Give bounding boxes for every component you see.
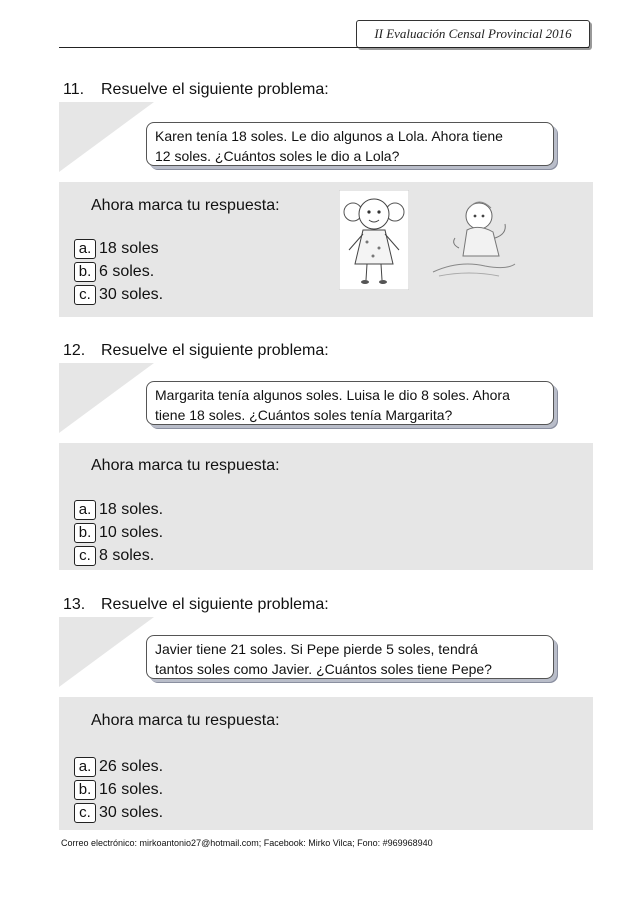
option-text: 6 soles. bbox=[99, 263, 155, 280]
question-heading-text: Resuelve el siguiente problema: bbox=[101, 81, 329, 98]
option-b[interactable] bbox=[74, 262, 154, 282]
question-heading bbox=[59, 77, 593, 102]
option-c[interactable] bbox=[74, 285, 163, 305]
statement-line-2: tantos soles como Javier. ¿Cuántos soles tiene Pepe? bbox=[155, 661, 492, 677]
question-number: 13. bbox=[63, 596, 86, 613]
option-text: 30 soles. bbox=[99, 804, 164, 821]
option-label: b. bbox=[74, 262, 96, 282]
option-text: 30 soles. bbox=[99, 286, 164, 303]
option-c[interactable] bbox=[74, 546, 154, 566]
option-label: a. bbox=[74, 757, 96, 777]
girl-doll-illustration bbox=[339, 190, 409, 290]
answer-prompt: Ahora marca tu respuesta: bbox=[91, 197, 280, 214]
problem-statement bbox=[146, 122, 554, 166]
answer-prompt: Ahora marca tu respuesta: bbox=[91, 712, 280, 729]
problem-11 bbox=[59, 77, 593, 317]
answer-prompt: Ahora marca tu respuesta: bbox=[91, 457, 280, 474]
question-heading-text: Resuelve el siguiente problema: bbox=[101, 342, 329, 359]
statement-line-1: Margarita tenía algunos soles. Luisa le dio 8 soles. Ahora bbox=[155, 387, 510, 403]
option-text: 8 soles. bbox=[99, 547, 155, 564]
question-heading-text: Resuelve el siguiente problema: bbox=[101, 596, 329, 613]
question-heading bbox=[59, 338, 593, 363]
statement-line-1: Javier tiene 21 soles. Si Pepe pierde 5 soles, tendrá bbox=[155, 641, 478, 657]
option-a[interactable] bbox=[74, 239, 159, 259]
problem-13 bbox=[59, 592, 593, 830]
statement-line-2: 12 soles. ¿Cuántos soles le dio a Lola? bbox=[155, 148, 400, 164]
option-text: 18 soles. bbox=[99, 501, 164, 518]
problem-12 bbox=[59, 338, 593, 570]
question-body bbox=[59, 102, 593, 317]
option-b[interactable] bbox=[74, 780, 163, 800]
option-label: c. bbox=[74, 803, 96, 823]
problem-statement bbox=[146, 635, 554, 679]
question-heading bbox=[59, 592, 593, 617]
question-body bbox=[59, 617, 593, 830]
option-text: 10 soles. bbox=[99, 524, 164, 541]
statement-line-2: tiene 18 soles. ¿Cuántos soles tenía Margarita? bbox=[155, 407, 453, 423]
option-label: b. bbox=[74, 780, 96, 800]
option-c[interactable] bbox=[74, 803, 163, 823]
option-label: c. bbox=[74, 546, 96, 566]
option-label: a. bbox=[74, 500, 96, 520]
option-text: 26 soles. bbox=[99, 758, 164, 775]
option-text: 18 soles bbox=[99, 240, 159, 257]
option-a[interactable] bbox=[74, 500, 163, 520]
option-a[interactable] bbox=[74, 757, 163, 777]
option-label: c. bbox=[74, 285, 96, 305]
problem-statement bbox=[146, 381, 554, 425]
option-b[interactable] bbox=[74, 523, 163, 543]
question-body bbox=[59, 363, 593, 570]
question-number: 12. bbox=[63, 342, 86, 359]
evaluation-title-box bbox=[356, 20, 590, 48]
question-number: 11. bbox=[63, 81, 85, 98]
evaluation-title: II Evaluación Censal Provincial 2016 bbox=[374, 26, 572, 41]
option-label: b. bbox=[74, 523, 96, 543]
option-text: 16 soles. bbox=[99, 781, 164, 798]
header-divider bbox=[59, 47, 589, 48]
footer-contact: Correo electrónico: mirkoantonio27@hotmail.com; Facebook: Mirko Vilca; Fono: #969968940 bbox=[61, 838, 433, 848]
statement-line-1: Karen tenía 18 soles. Le dio algunos a Lola. Ahora tiene bbox=[155, 128, 503, 144]
girl-sitting-illustration bbox=[429, 194, 519, 284]
option-label: a. bbox=[74, 239, 96, 259]
